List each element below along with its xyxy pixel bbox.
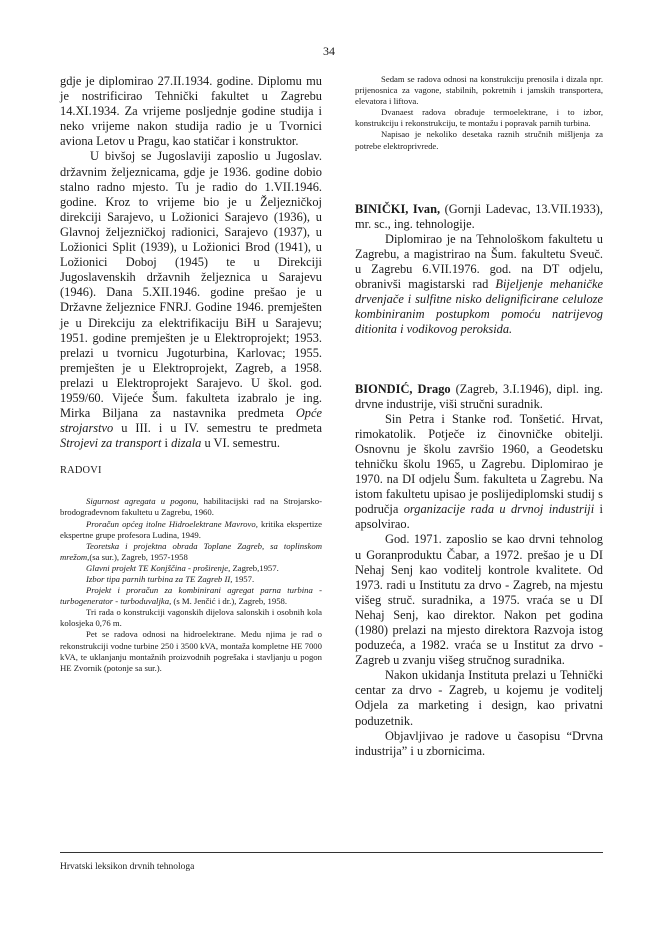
footer-title: Hrvatski leksikon drvnih tehnologa	[60, 862, 195, 872]
paragraph: gdje je diplomirao 27.II.1934. godine. Diplomu mu je nostrificirao Tehnički fakultet u Zagrebu 14.XI.1934. Za vrijeme posljednje godine studija i neko vrijeme nakon studija radio je u Tvornici aviona Letov u Pragu, kao statičar i konstruktor.	[60, 74, 322, 149]
reference-details: Pet se radova odnosi na hidroelektrane. Medu njima je rad o rekonstrukciji vodne turbine 250 i 3500 kVA, montaža kompletne HE 7000 kVA, te uklanjanju montažnih proizvodnih pogrešaka i stavljanju u pogon HE Zvornik (potonje sa sur.).	[60, 629, 322, 673]
reference-details: kritika ekspertize ekspertne grupe profesora Ludina, 1949.	[60, 518, 323, 540]
reference-item	[60, 629, 322, 673]
text-run: i apsolvirao.	[355, 502, 603, 532]
reference-title: Projekt i proračun za kombinirani agregat parna turbina - turbogenerator - turboduvaljka,	[60, 585, 322, 607]
reference-list	[60, 496, 322, 674]
text-run: Diplomirao je na Tehnološkom fakultetu u Zagrebu, a magistrirao na Šum. fakultetu Sveuč. u Zagrebu 6.VII.1976. god. na DT odjelu, obranivši magistarski rad	[355, 231, 603, 292]
paragraph: Objavljivao je radove u časopisu “Drvna industrija” i u zbornicima.	[355, 728, 603, 758]
paragraph: Nakon ukidanja Instituta prelazi u Tehnički centar za drvo - Zagreb, u kojemu je voditelj Odjela za marketing i design, kao privatni poduzetnik.	[355, 668, 603, 728]
subject-name: Strojevi za transport	[60, 436, 162, 451]
right-column	[355, 74, 603, 759]
entry-header	[355, 202, 603, 232]
reference-details: habilitacijski rad na Strojarsko-brodograđevnom fakultetu u Zagrebu, 1960.	[60, 496, 322, 518]
text-run: u VI. semestru.	[201, 436, 280, 451]
reference-item	[60, 563, 322, 574]
reference-item	[60, 607, 322, 629]
entry-bio: (Gornji Ladevac, 13.VII.1933), mr. sc., ing. tehnologije.	[355, 201, 603, 231]
subject-name: Opće strojarstvo	[60, 406, 322, 436]
reference-title: Izbor tipa parnih turbina za TE Zagreb II,	[86, 574, 233, 584]
entry-bio: (Zagreb, 3.I.1946), dipl. ing. drvne industrije, viši stručni suradnik.	[355, 381, 603, 411]
reference-details: 1957.	[232, 574, 255, 584]
footer-rule	[60, 852, 603, 853]
reference-item	[60, 574, 322, 585]
paragraph	[60, 149, 322, 451]
section-heading: RADOVI	[60, 465, 102, 477]
note-paragraph: Dvanaest radova obrađuje termoelektrane, i to izbor, konstrukciju i rekonstrukciju, te montažu i popravak parnih turbina.	[355, 107, 603, 129]
entry-name: BINIČKI, Ivan,	[355, 201, 441, 216]
reference-title: Sigurnost agregata u pogonu,	[86, 496, 199, 507]
text-run: i	[161, 436, 172, 451]
reference-details: (sa sur.), Zagreb, 1957-1958	[89, 551, 188, 562]
subject-name: dizala	[171, 436, 202, 451]
text-run: Sin Petra i Stanke rođ. Tonšetić. Hrvat, rimokatolik. Potječe iz činovničke obitelji. Osnovnu je školu završio 1960, a Geodetsku tehničku školu 1965, u Zagrebu. Diplomirao je 1970. na DI odjelu Šum. fakulteta u Zagrebu. Na istom fakultetu upisao je poslijediplomski studij s područja	[355, 411, 603, 517]
reference-title: Teoretska i projektna obrada Toplane Zagreb, sa toplinskom mrežom,	[60, 540, 322, 562]
left-column	[60, 74, 322, 674]
reference-item	[60, 585, 322, 607]
spacer	[355, 152, 603, 202]
reference-item	[60, 519, 322, 541]
entry-biondic	[355, 382, 603, 759]
reference-details: Tri rada o konstrukciji vagonskih dijelova salonskih i osobnih kola kolosjeka 0,76 m.	[60, 607, 322, 629]
spacer	[355, 338, 603, 382]
page-number: 34	[323, 44, 335, 58]
reference-item	[60, 541, 322, 563]
reference-details: (s M. Jenčić i dr.), Zagreb, 1958.	[171, 596, 288, 607]
note-paragraph: Sedam se radova odnosi na konstrukciju prenosila i dizala npr. prijenosnica za vagone, stabilnih, pokretnih i jamskih transportera, elevatora i liftova.	[355, 74, 603, 107]
reference-title: Glavni projekt TE Konjščina - proširenje,	[86, 562, 231, 573]
note-paragraph: Napisao je nekoliko desetaka raznih stručnih mišljenja za potrebe elektroprivrede.	[355, 129, 603, 151]
paragraph: God. 1971. zaposlio se kao drvni tehnolog u Goranproduktu Čabar, a 1972. prešao je u DI Nehaj Senj kao voditelj kontrole kvalitete. Od 1973. radi u Institutu za drvo - Zagreb, na mjestu višeg struč. suradnika, a 1975. vraća se u DI Nehaj Senj, kao direktor. Nakon pet godina (1980) prelazi na mjesto direktora Razvoja istog poduzeća, a 1982. vraća se u Institut za drvo - Zagreb u zvanju višeg stručnog suradnika.	[355, 532, 603, 668]
reference-title: Proračun općeg itolne Hidroelektrane Mavrovo,	[86, 518, 258, 529]
reference-details: Zagreb,1957.	[230, 562, 279, 573]
paragraph	[355, 232, 603, 338]
thesis-title: Bijeljenje mehaničke drvenjače i sulfitne nisko delignificirane celuloze kombiniranim postupkom pomoću natrijevog ditionita i vodikovog peroksida.	[355, 277, 603, 337]
text-run: u III. i u IV. semestru te predmeta	[113, 421, 322, 436]
entry-binicki	[355, 202, 603, 338]
text-run: U bivšoj se Jugoslaviji zaposlio u Jugoslav. državnim željeznicama, gdje je 1936. godine dobio stalno radno mjesto. Tu je radio do 1.VII.1946. godine. Kroz to vrijeme bio je u Željezničkoj direkciji Sarajevo, u Ložionici Sarajevo (1936), u Glavnoj željezničkoj radionici, Sarajevo (1937), u Ložionici Split (1939), u Ložionici Brod (1941), u Ložionici Doboj (1945) te u Direkciji Jugoslavenskih državnih željeznica u Sarajevu (1946). Dana 5.XII.1946. godine prešao je u Državne željeznice FNRJ. Godine 1946. premješten je u Direkciju za elektrifikaciju BiH u Sarajevu; 1951. godine premješten je u Elektroprojekt; 1953. prelazi u tvornicu Jugoturbina, Karlovac; 1955. premješten je u Elektroprojekt, Zagreb, a 1958. prelazi u Elektroprojekt Sarajevo. U škol. god. 1959/60. Vijeće Šum. fakulteta izabralo je ing. Mirka Biljana za nastavnika predmeta	[60, 149, 322, 421]
reference-item	[60, 496, 322, 518]
paragraph	[355, 412, 603, 533]
study-field: organizacije rada u drvnoj industriji	[403, 502, 595, 517]
entry-name: BIONDIĆ, Drago	[355, 381, 451, 396]
entry-header	[355, 382, 603, 412]
